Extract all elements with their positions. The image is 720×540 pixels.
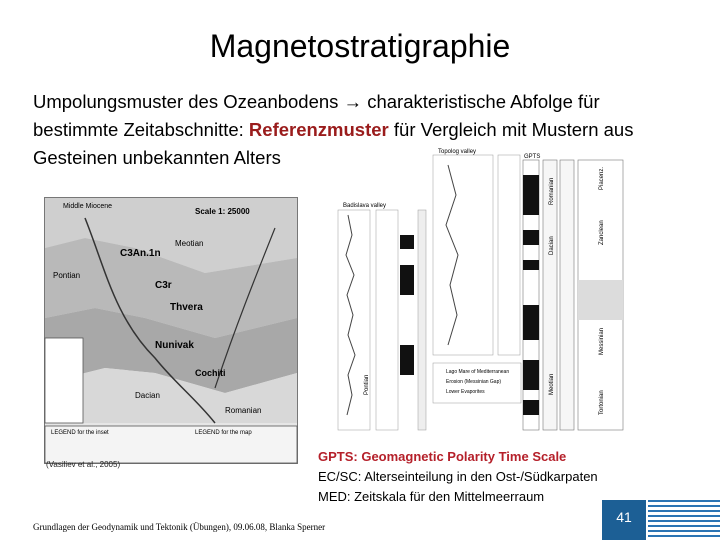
strat-legend-2: Erosion (Messinian Gap) bbox=[446, 379, 502, 385]
map-label-middle-miocene: Middle Miocene bbox=[63, 203, 113, 210]
strat-col2-title: Topolog valley bbox=[438, 149, 477, 155]
map-label-cochiti: Cochiti bbox=[195, 368, 226, 378]
map-graphic bbox=[45, 198, 297, 463]
map-label-thvera: Thvera bbox=[170, 302, 203, 313]
geological-map-figure bbox=[44, 197, 298, 464]
body-line-2-prefix: bestimmte Zeitabschnitte: bbox=[33, 119, 249, 140]
map-label-nunivak: Nunivak bbox=[155, 340, 194, 351]
slide-title: Magnetostratigraphie bbox=[209, 28, 511, 64]
strat-legend-3: Lower Evaporites bbox=[446, 389, 485, 395]
strat-graphic bbox=[338, 149, 623, 430]
caption-med: MED: Zeitskala für den Mittelmeerraum bbox=[318, 489, 545, 504]
strat-gpts-label: GPTS bbox=[524, 154, 541, 160]
body-line-2-suffix: für Vergleich mit Mustern aus bbox=[388, 119, 634, 140]
body-line-1: Umpolungsmuster des Ozeanbodens → charakteristische Abfolge für bbox=[33, 91, 600, 112]
map-label-dacian: Dacian bbox=[135, 391, 160, 400]
body-line-3: Gesteinen unbekannten Alters bbox=[33, 147, 281, 168]
figure-caption bbox=[318, 447, 598, 507]
slide-footer: Grundlagen der Geodynamik und Tektonik (Übungen), 09.06.08, Blanka Sperner bbox=[33, 522, 326, 532]
caption-ec-sc: EC/SC: Alterseinteilung in den Ost-/Südkarpaten bbox=[318, 469, 598, 484]
strat-stage-zanclean: Zanclean bbox=[599, 220, 605, 245]
map-label-c3r: C3r bbox=[155, 280, 172, 291]
stratigraphy-figure bbox=[338, 149, 623, 430]
map-label-pontian: Pontian bbox=[53, 271, 81, 280]
body-highlight: Referenzmuster bbox=[248, 119, 389, 140]
strat-legend-1: Lago Mare of Mediterranean bbox=[446, 369, 510, 375]
strat-stage-pontian: Pontian bbox=[364, 374, 370, 395]
strat-stage-romanian: Romanian bbox=[549, 177, 555, 205]
strat-stage-tortonian: Tortonian bbox=[599, 390, 605, 415]
strat-stage-messinian: Messinian bbox=[599, 327, 605, 355]
strat-col1-title: Badislava valley bbox=[343, 203, 387, 209]
map-legend-map: LEGEND for the map bbox=[195, 430, 252, 436]
map-label-c3an1n: C3An.1n bbox=[120, 248, 161, 259]
strat-stage-dacian: Dacian bbox=[549, 236, 555, 255]
strat-stage-meotian: Meotian bbox=[549, 373, 555, 395]
map-citation: (Vasiliev et al., 2005) bbox=[46, 460, 121, 469]
footer-stripes bbox=[648, 500, 720, 540]
map-legend-inset: LEGEND for the inset bbox=[51, 430, 109, 436]
map-scale-label: Scale 1: 25000 bbox=[195, 207, 250, 216]
page-number: 41 bbox=[602, 500, 646, 540]
map-label-romanian: Romanian bbox=[225, 406, 262, 415]
caption-gpts: GPTS: Geomagnetic Polarity Time Scale bbox=[318, 449, 567, 464]
strat-stage-piacenz: Piacenz. bbox=[599, 166, 605, 190]
map-label-meotian: Meotian bbox=[175, 239, 204, 248]
